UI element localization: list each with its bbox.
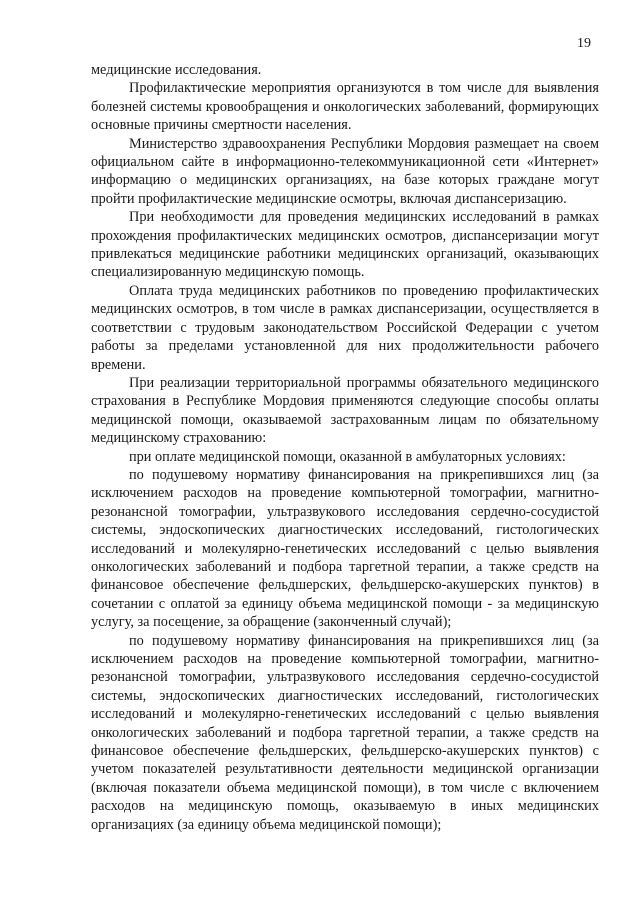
- paragraph: по подушевому нормативу финансирования на прикрепившихся лиц (за исключением расходов на проведение компьютерной томографии, магнитно-резонансной томографии, ультразвукового исследования сердечно-сосудистой системы, эндоскопических диагностических исследований, гистологических исследований и молекулярно-генетических исследований с целью выявления онкологических заболеваний и подбора таргетной терапии, а также средств на финансовое обеспечение фельдшерских, фельдшерско-акушерских пунктов) с учетом показателей результативности деятельности медицинской организации (включая показатели объема медицинской помощи), в том числе с включением расходов на медицинскую помощь, оказываемую в иных медицинских организациях (за единицу объема медицинской помощи);: [91, 632, 599, 833]
- paragraph: Профилактические мероприятия организуются в том числе для выявления болезней системы кровообращения и онкологических заболеваний, формирующих основные причины смертности населения.: [91, 80, 599, 134]
- paragraph: по подушевому нормативу финансирования на прикрепившихся лиц (за исключением расходов на проведение компьютерной томографии, магнитно-резонансной томографии, ультразвукового исследования сердечно-сосудистой системы, эндоскопических диагностических исследований, гистологических исследований и молекулярно-генетических исследований с целью выявления онкологических заболеваний и подбора таргетной терапии, а также средств на финансовое обеспечение фельдшерских, фельдшерско-акушерских пунктов) в сочетании с оплатой за единицу объема медицинской помощи - за медицинскую услугу, за посещение, за обращение (законченный случай);: [91, 466, 599, 631]
- paragraph: Оплата труда медицинских работников по проведению профилактических медицинских осмотров, в том числе в рамках диспансеризации, осуществляется в соответствии с трудовым законодательством Российской Федерации с учетом работы за пределами установленной для них продолжительности рабочего времени.: [91, 282, 599, 373]
- paragraph: При необходимости для проведения медицинских исследований в рамках прохождения профилактических медицинских осмотров, диспансеризации могут привлекаться медицинские работники медицинских организаций, оказывающих специализированную медицинскую помощь.: [91, 209, 599, 281]
- paragraph: Министерство здравоохранения Республики Мордовия размещает на своем официальном сайте в информационно-телекоммуникационной сети «Интернет» информацию о медицинских организациях, на базе которых граждане могут пройти профилактические медицинские осмотры, включая диспансеризацию.: [91, 135, 599, 207]
- paragraph: при оплате медицинской помощи, оказанной в амбулаторных условиях:: [129, 448, 566, 465]
- paragraph: При реализации территориальной программы обязательного медицинского страхования в Республике Мордовия применяются следующие способы оплаты медицинской помощи, оказываемой застрахованным лицам по обязательному медицинскому страхованию:: [91, 374, 599, 447]
- document-body: [91, 61, 599, 834]
- paragraph: медицинские исследования.: [91, 62, 262, 78]
- page-number: 19: [577, 36, 591, 51]
